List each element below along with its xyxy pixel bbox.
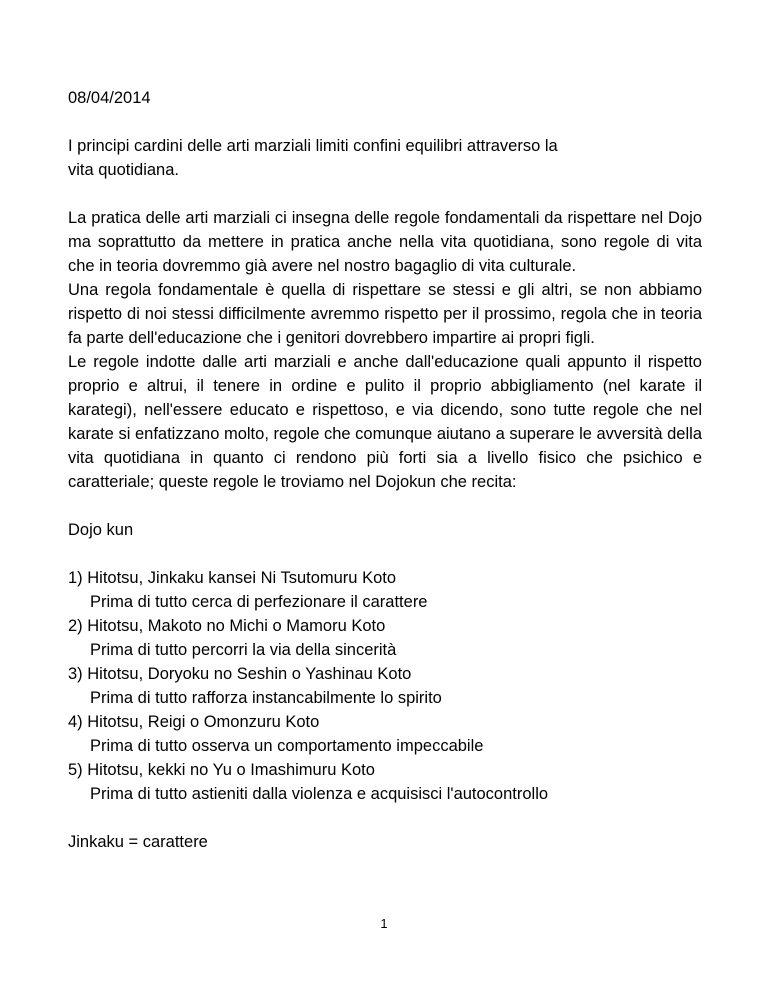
dojokun-translation: Prima di tutto cerca di perfezionare il carattere	[90, 593, 428, 611]
list-item	[68, 710, 702, 758]
spacer	[68, 494, 702, 518]
dojokun-list	[68, 566, 702, 806]
document-title	[68, 134, 702, 182]
spacer	[68, 806, 702, 830]
dojokun-precept: 2) Hitotsu, Makoto no Michi o Mamoru Koto	[68, 617, 386, 635]
list-item	[68, 566, 702, 614]
page-number: 1	[380, 916, 388, 931]
spacer	[68, 110, 702, 134]
dojokun-precept: 1) Hitotsu, Jinkaku kansei Ni Tsutomuru Koto	[68, 569, 397, 587]
list-item	[68, 614, 702, 662]
spacer	[68, 542, 702, 566]
document-date: 08/04/2014	[68, 89, 151, 107]
list-item	[68, 662, 702, 710]
paragraph-1: La pratica delle arti marziali ci insegna delle regole fondamentali da rispettare nel Dojo ma soprattutto da mettere in pratica anche nella vita quotidiana, sono regole di vita che in teoria dovremmo già avere nel nostro bagaglio di vita culturale.	[68, 209, 702, 275]
paragraph-2: Una regola fondamentale è quella di rispettare se stessi e gli altri, se non abbiamo rispetto di noi stessi difficilmente avremmo rispetto per il prossimo, regola che in teoria fa parte dell'educazione che i genitori dovrebbero impartire ai propri figli.	[68, 281, 702, 347]
list-item	[68, 758, 702, 806]
dojokun-precept: 5) Hitotsu, kekki no Yu o Imashimuru Koto	[68, 761, 375, 779]
spacer	[68, 182, 702, 206]
paragraph-3: Le regole indotte dalle arti marziali e anche dall'educazione quali appunto il rispetto proprio e altrui, il tenere in ordine e pulito il proprio abbigliamento (nel karate il karategi), nell'essere educato e rispettoso, e via dicendo, sono tutte regole che nel karate si enfatizzano molto, regole che comunque aiutano a superare le avversità della vita quotidiana in quanto ci rendono più forti sia a livello fisico che psichico e caratteriale; queste regole le troviamo nel Dojokun che recita:	[68, 353, 702, 491]
dojokun-precept: 3) Hitotsu, Doryoku no Seshin o Yashinau Koto	[68, 665, 412, 683]
glossary-line: Jinkaku = carattere	[68, 833, 208, 851]
dojokun-translation: Prima di tutto percorri la via della sincerità	[90, 641, 397, 659]
title-line-1: I principi cardini delle arti marziali limiti confini equilibri attraverso la	[68, 137, 558, 155]
dojokun-heading: Dojo kun	[68, 521, 134, 539]
title-line-2: vita quotidiana.	[68, 161, 179, 179]
dojokun-translation: Prima di tutto rafforza instancabilmente lo spirito	[90, 689, 442, 707]
dojokun-translation: Prima di tutto osserva un comportamento impeccabile	[90, 737, 484, 755]
document-body	[68, 86, 702, 854]
dojokun-precept: 4) Hitotsu, Reigi o Omonzuru Koto	[68, 713, 320, 731]
dojokun-translation: Prima di tutto astieniti dalla violenza e acquisisci l'autocontrollo	[90, 785, 549, 803]
